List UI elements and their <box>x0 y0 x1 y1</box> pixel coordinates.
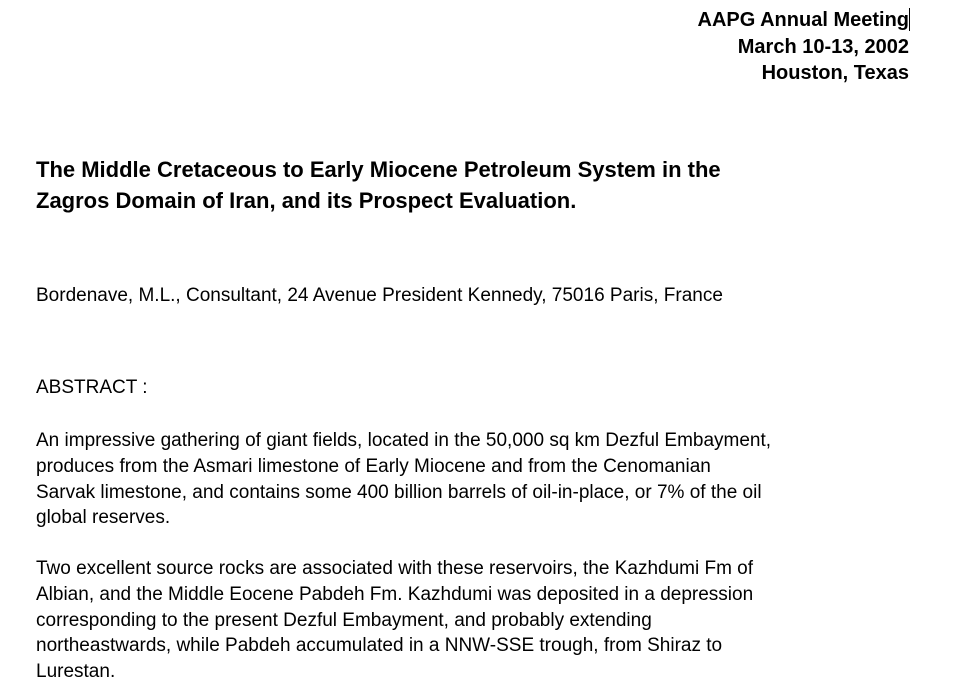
paragraph-line: Two excellent source rocks are associated with these reservoirs, the Kazhdumi Fm of <box>36 558 754 579</box>
paragraph-line: corresponding to the present Dezful Embayment, and probably extending <box>36 609 652 631</box>
paragraph-line: An impressive gathering of giant fields, located in the 50,000 sq km Dezful Embayment, <box>36 430 772 451</box>
meeting-name: AAPG Annual Meeting <box>697 9 909 31</box>
meeting-location: Houston, Texas <box>761 62 909 84</box>
abstract-heading: ABSTRACT : <box>36 377 148 398</box>
meeting-info <box>698 7 909 87</box>
paragraph-line: Sarvak limestone, and contains some 400 billion barrels of oil-in-place, or 7% of the oil <box>36 481 762 503</box>
paragraph-line: Albian, and the Middle Eocene Pabdeh Fm. Kazhdumi was deposited in a depression <box>36 583 754 605</box>
paragraph-line: produces from the Asmari limestone of Early Miocene and from the Cenomanian <box>36 455 711 477</box>
paper-title-line: Zagros Domain of Iran, and its Prospect Evaluation. <box>36 188 577 213</box>
abstract-paragraph <box>36 556 936 685</box>
text-cursor <box>909 8 910 31</box>
abstract-paragraph <box>36 428 936 531</box>
meeting-dates: March 10-13, 2002 <box>737 35 909 58</box>
paragraph-line: global reserves. <box>36 507 171 529</box>
paragraph-line: northeastwards, while Pabdeh accumulated in a NNW-SSE trough, from Shiraz to <box>36 635 723 657</box>
author-affiliation: Bordenave, M.L., Consultant, 24 Avenue President Kennedy, 75016 Paris, France <box>36 285 723 306</box>
paper-title <box>36 154 936 216</box>
paragraph-line: Lurestan. <box>36 661 116 683</box>
paper-title-line: The Middle Cretaceous to Early Miocene Petroleum System in the <box>36 157 721 182</box>
